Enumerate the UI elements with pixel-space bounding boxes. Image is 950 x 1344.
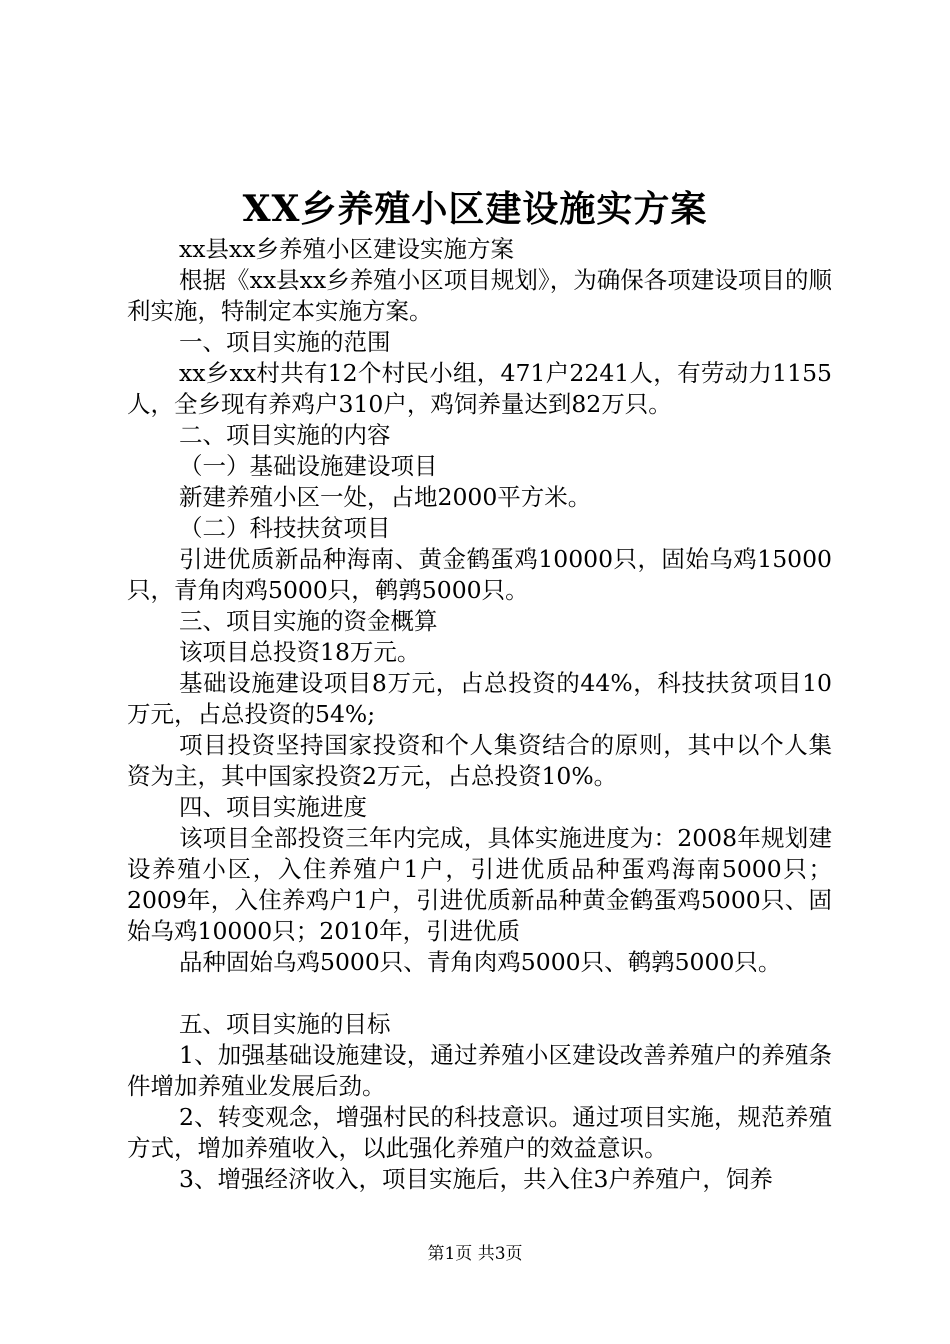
heading-section-5: 五、项目实施的目标 [179,1010,391,1038]
paragraph-total-investment: 该项目总投资18万元。 [179,638,421,666]
paragraph-intro: 根据《xx县xx乡养殖小区项目规划》，为确保各项建设项目的顺利实施，特制定本实施方案。 [127,266,832,325]
paragraph-goal-1: 1、加强基础设施建设，通过养殖小区建设改善养殖户的养殖条件增加养殖业发展后劲。 [127,1041,832,1100]
paragraph-scope: xx乡xx村共有12个村民小组，471户2241人，有劳动力1155人，全乡现有养鸡户310户，鸡饲养量达到82万只。 [127,359,832,418]
page-footer: 第1页 共3页 [427,1244,523,1264]
paragraph-investment-split: 基础设施建设项目8万元，占总投资的44%，科技扶贫项目10万元，占总投资的54%; [127,669,832,728]
heading-subsection-2: （二）科技扶贫项目 [179,514,391,542]
paragraph-goal-3: 3、增强经济收入，项目实施后，共入住3户养殖户，饲养 [179,1165,773,1193]
paragraph-spacer [127,978,832,1009]
paragraph-tech-poverty: 引进优质新品种海南、黄金鹤蛋鸡10000只，固始乌鸡15000只，青角肉鸡5000只，鹌鹑5000只。 [127,545,832,604]
paragraph-infrastructure: 新建养殖小区一处，占地2000平方米。 [179,483,592,511]
document-body [127,234,832,1195]
heading-section-1: 一、项目实施的范围 [179,328,391,356]
paragraph-goal-2: 2、转变观念，增强村民的科技意识。通过项目实施，规范养殖方式，增加养殖收入，以此强化养殖户的效益意识。 [127,1103,832,1162]
heading-section-3: 三、项目实施的资金概算 [179,607,438,635]
document-title: XX乡养殖小区建设施实方案 [242,188,708,230]
heading-section-4: 四、项目实施进度 [179,793,367,821]
heading-subsection-1: （一）基础设施建设项目 [179,452,438,480]
paragraph-progress: 该项目全部投资三年内完成，具体实施进度为：2008年规划建设养殖小区，入住养殖户1户，引进优质品种蛋鸡海南5000只；2009年，入住养鸡户1户，引进优质新品种黄金鹤蛋鸡5000只、固始乌鸡10000只；2010年，引进优质 [127,824,832,945]
paragraph-investment-principle: 项目投资坚持国家投资和个人集资结合的原则，其中以个人集资为主，其中国家投资2万元，占总投资10%。 [127,731,832,790]
paragraph-subtitle: xx县xx乡养殖小区建设实施方案 [179,235,515,263]
paragraph-progress-continued: 品种固始乌鸡5000只、青角肉鸡5000只、鹌鹑5000只。 [179,948,782,976]
heading-section-2: 二、项目实施的内容 [179,421,391,449]
